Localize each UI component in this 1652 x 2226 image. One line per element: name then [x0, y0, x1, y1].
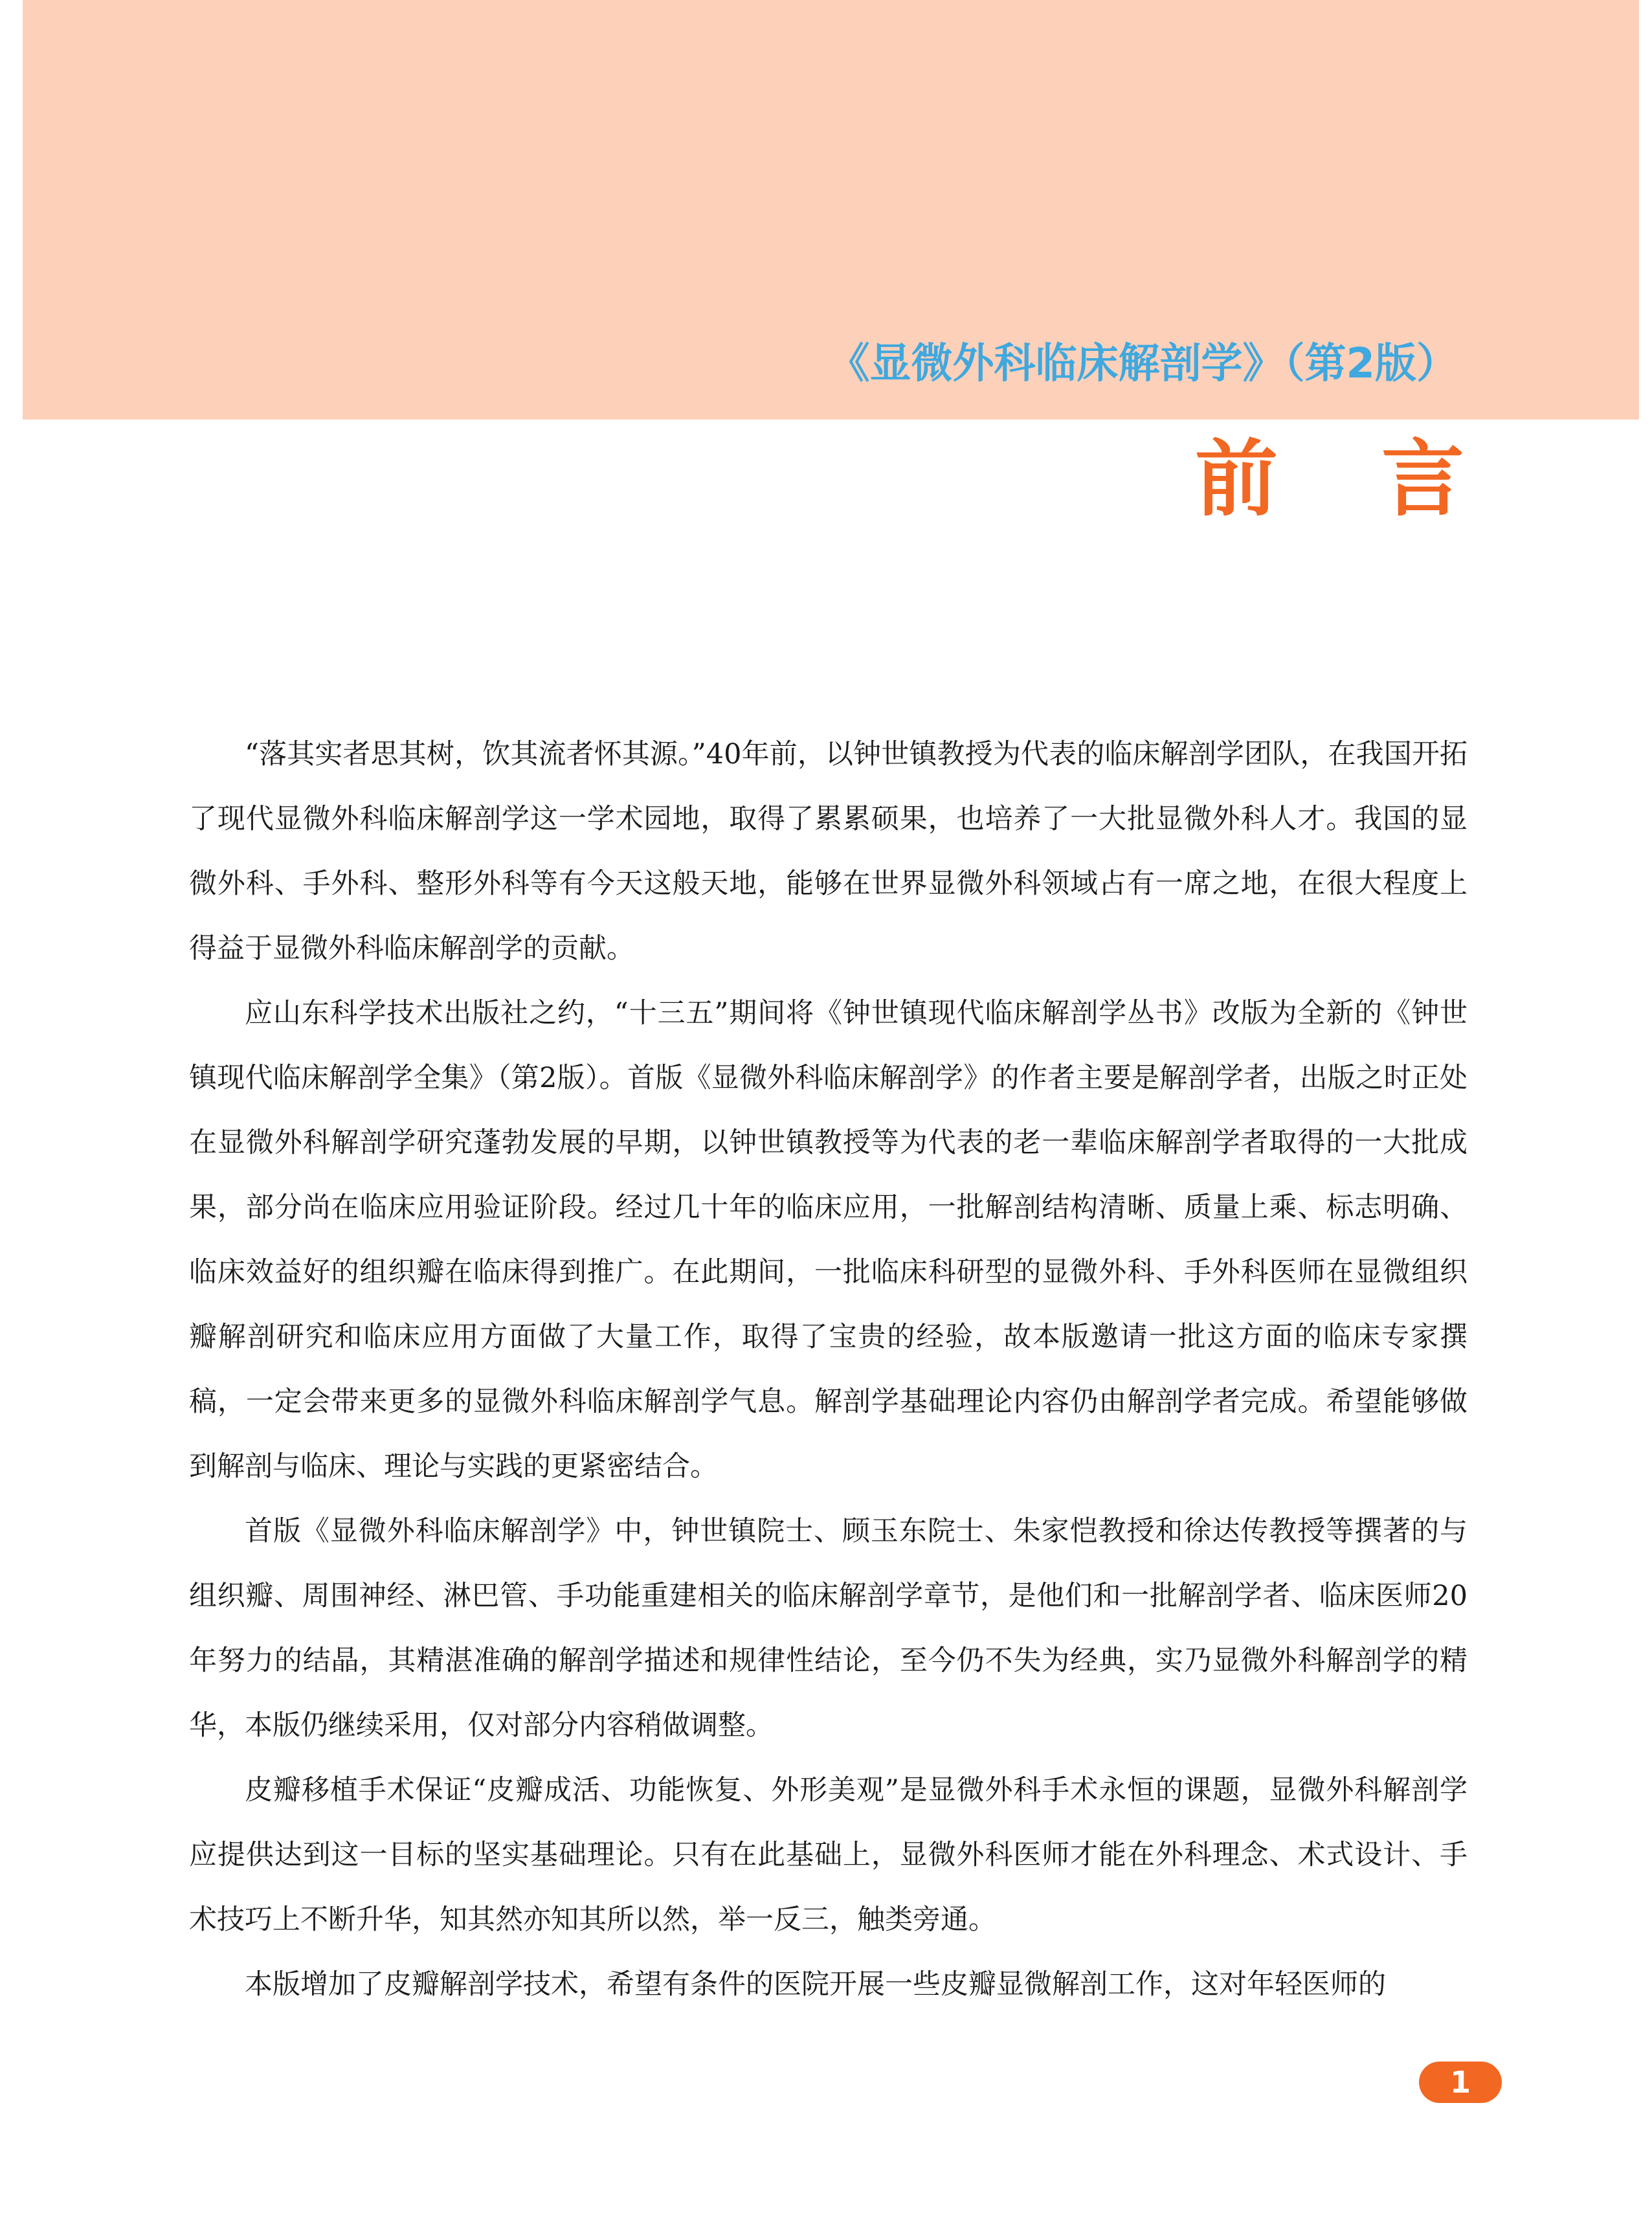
paragraph: 首版《显微外科临床解剖学》中，钟世镇院士、顾玉东院士、朱家恺教授和徐达传教授等撰著的与组织瓣、周围神经、淋巴管、手功能重建相关的临床解剖学章节，是他们和一批解剖学者、临床医师20年努力的结晶，其精湛准确的解剖学描述和规律性结论，至今仍不失为经典，实乃显微外科解剖学的精华，本版仍继续采用，仅对部分内容稍做调整。: [189, 1515, 1468, 1742]
page-number-badge: 1: [1419, 2062, 1502, 2103]
chapter-title: 前言: [1195, 431, 1568, 528]
paragraph: 本版增加了皮瓣解剖学技术，希望有条件的医院开展一些皮瓣显微解剖工作，这对年轻医师的: [245, 1968, 1386, 2001]
paragraph: “落其实者思其树，饮其流者怀其源。”40年前，以钟世镇教授为代表的临床解剖学团队，在我国开拓了现代显微外科临床解剖学这一学术园地，取得了累累硕果，也培养了一大批显微外科人才。我国的显微外科、手外科、整形外科等有今天这般天地，能够在世界显微外科领域占有一席之地，在很大程度上得益于显微外科临床解剖学的贡献。: [189, 738, 1468, 965]
paragraph: 皮瓣移植手术保证“皮瓣成活、功能恢复、外形美观”是显微外科手术永恒的课题，显微外科解剖学应提供达到这一目标的坚实基础理论。只有在此基础上，显微外科医师才能在外科理念、术式设计、手术技巧上不断升华，知其然亦知其所以然，举一反三，触类旁通。: [189, 1774, 1468, 1936]
book-title: 《显微外科临床解剖学》（第2版）: [828, 340, 1458, 388]
body-text: [189, 722, 1468, 2017]
paragraph: 应山东科学技术出版社之约，“十三五”期间将《钟世镇现代临床解剖学丛书》改版为全新的《钟世镇现代临床解剖学全集》（第2版）。首版《显微外科临床解剖学》的作者主要是解剖学者，出版之时正处在显微外科解剖学研究蓬勃发展的早期，以钟世镇教授等为代表的老一辈临床解剖学者取得的一大批成果，部分尚在临床应用验证阶段。经过几十年的临床应用，一批解剖结构清晰、质量上乘、标志明确、临床效益好的组织瓣在临床得到推广。在此期间，一批临床科研型的显微外科、手外科医师在显微组织瓣解剖研究和临床应用方面做了大量工作，取得了宝贵的经验，故本版邀请一批这方面的临床专家撰稿，一定会带来更多的显微外科临床解剖学气息。解剖学基础理论内容仍由解剖学者完成。希望能够做到解剖与临床、理论与实践的更紧密结合。: [189, 997, 1468, 1483]
